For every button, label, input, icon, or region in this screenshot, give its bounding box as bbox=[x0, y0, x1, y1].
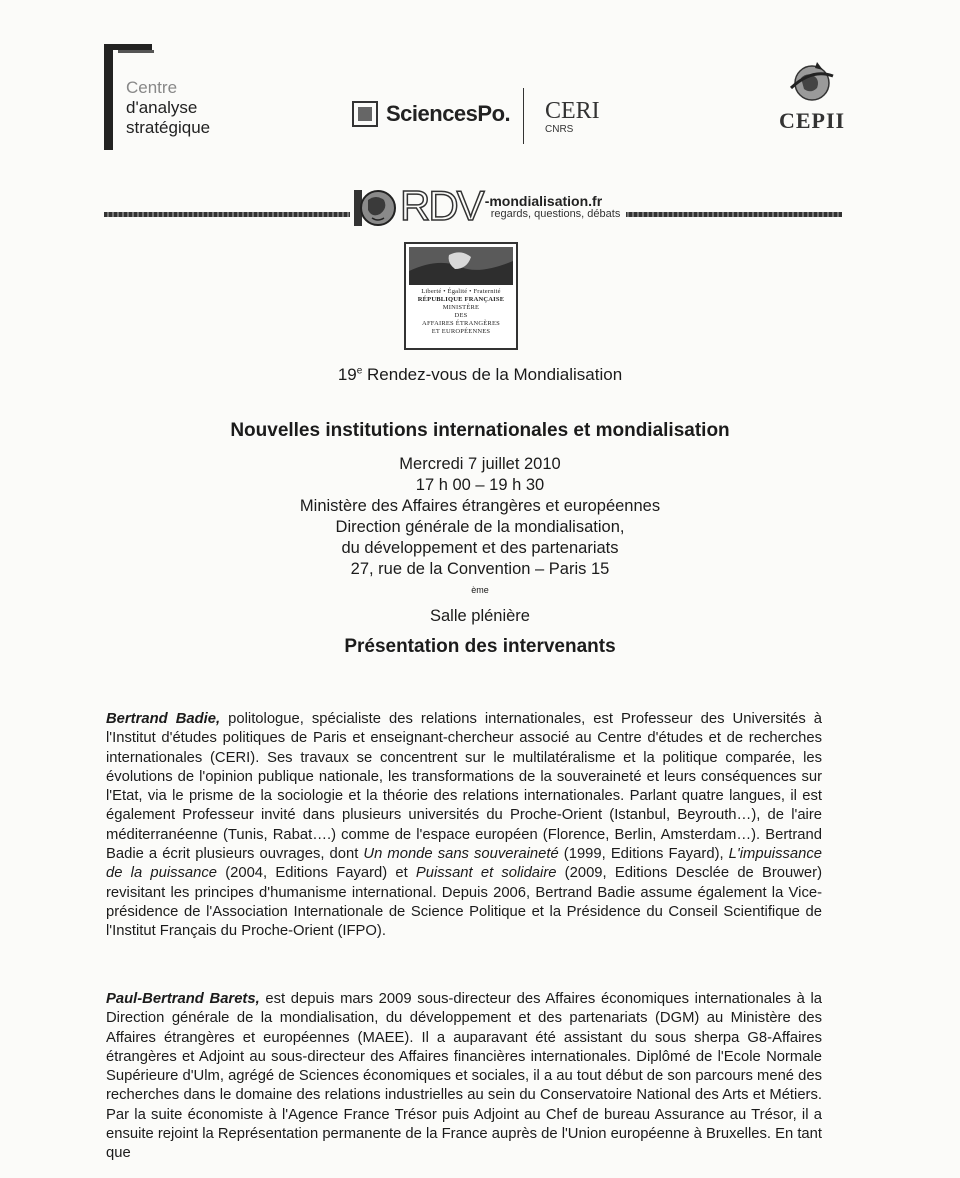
ministere-line-3: AFFAIRES ÉTRANGÈRES bbox=[422, 320, 500, 327]
speaker-name: Bertrand Badie, bbox=[106, 711, 221, 727]
book-title: Puissant et solidaire bbox=[415, 865, 557, 882]
rdv-tagline: regards, questions, débats bbox=[490, 208, 621, 220]
ministere-emblem-text bbox=[409, 288, 513, 336]
event-info bbox=[0, 454, 960, 627]
edition-text: Rendez-vous de la Mondialisation bbox=[362, 365, 623, 384]
marianne-icon bbox=[409, 247, 513, 285]
event-address-text: 27, rue de la Convention – Paris 15 bbox=[350, 560, 610, 578]
speaker-name: Paul-Bertrand Barets, bbox=[106, 991, 260, 1007]
speaker-text: (2009, Editions Desclée de Brouwer) revisitant les principes d'humanisme international. Depuis 2006, Bertrand Badie assume également la Vice-présidence de l'Association Internationale de Science Politique et la Présidence du Conseil Scientifique de l'Institut Français du Proche-Orient (IFPO). bbox=[106, 865, 822, 940]
ministere-line-4: ET EUROPÉENNES bbox=[431, 328, 491, 335]
ceri-subtitle: CNRS bbox=[545, 124, 574, 135]
speaker-text: politologue, spécialiste des relations internationales, est Professeur des Universités à l'Institut d'études politiques de Paris et enseignant-chercheur associé au Centre d'études et de recherches internationales (CERI). Ses travaux se concentrent sur le multilatéralisme et la politique comparée, les évolutions de l'opinion publique nationale, les transformations de la souveraineté et leurs conséquences sur l'Etat, via le prisme de la sociologie et la théorie des relations internationales. Parlant quatre langues, il est également Professeur invité dans plusieurs universités du Proche-Orient (Istanbul, Beyrouth…), de l'aire méditerranéenne (Tunis, Rabat….) comme de l'espace européen (Florence, Berlin, Amsterdam…). Bertrand Badie a écrit plusieurs ouvrages, dont bbox=[106, 711, 822, 863]
ceri-logo bbox=[545, 100, 600, 135]
sciencespo-logo bbox=[352, 98, 510, 130]
speaker-text: (1999, Editions Fayard), bbox=[558, 846, 729, 863]
ministere-line-1: MINISTÈRE bbox=[442, 304, 480, 311]
event-venue-1: Ministère des Affaires étrangères et européennes bbox=[299, 497, 661, 515]
cepii-wordmark: CEPII bbox=[778, 108, 846, 133]
speaker-bio-barets bbox=[106, 990, 822, 1164]
speaker-text: est depuis mars 2009 sous-directeur des Affaires économiques internationales à la Direction générale de la mondialisation, du développement et des partenariats (DGM) au Ministère des Affaires étrangères et européennes (MAEE). Il a auparavant été assistant du sous sherpa G8-Affaires étrangères et Adjoint au sous-directeur des Affaires financières internationales. Diplômé de l'Ecole Normale Supérieure d'Ulm, agrégé de Sciences économiques et sociales, il a au tout début de son parcours mené des recherches dans le domaine des relations industrielles au sein du Conservatoire National des Arts et Métiers. Par la suite économiste à l'Agence France Trésor puis Adjoint au Chef de bureau Assurance au Trésor, il a ensuite rejoint la Représentation permanente de la France auprès de l'Union européenne à Bruxelles. En tant que bbox=[106, 991, 823, 1162]
cas-logo-text bbox=[126, 78, 210, 138]
cas-line-1: Centre bbox=[126, 78, 178, 97]
edition-sup: e bbox=[356, 365, 363, 377]
rdv-globe-icon bbox=[352, 184, 398, 230]
book-title: L'impuissance de la puissance bbox=[106, 846, 822, 882]
speaker-text: (2004, Editions Fayard) et bbox=[217, 865, 416, 882]
cas-bar-mark bbox=[104, 50, 113, 150]
book-title: Un monde sans souveraineté bbox=[363, 846, 559, 863]
event-venue-2: Direction générale de la mondialisation, bbox=[335, 518, 625, 536]
ministere-motto: Liberté • Égalité • Fraternité bbox=[421, 288, 501, 295]
event-title: Nouvelles institutions internationales et mondialisation bbox=[230, 420, 730, 441]
event-venue-3: du développement et des partenariats bbox=[341, 539, 619, 557]
cas-flag-stripe bbox=[118, 50, 154, 53]
rdv-mondialisation-logo bbox=[350, 184, 626, 234]
cas-logo bbox=[104, 40, 244, 152]
ceri-wordmark: CERI bbox=[545, 98, 600, 124]
ministere-line-2: DES bbox=[454, 312, 468, 319]
speaker-bio-badie bbox=[106, 710, 822, 942]
section-title: Présentation des intervenants bbox=[344, 636, 616, 657]
logo-divider bbox=[523, 88, 524, 144]
rdv-letters: RDV bbox=[400, 182, 483, 229]
cepii-logo bbox=[770, 58, 854, 134]
event-address bbox=[0, 559, 960, 606]
sciencespo-wordmark: SciencesPo. bbox=[386, 101, 511, 126]
rdv-domain: -mondialisation.fr bbox=[484, 193, 603, 209]
event-edition bbox=[0, 365, 960, 385]
ministere-emblem bbox=[404, 242, 518, 350]
event-address-sup: ème bbox=[471, 585, 489, 595]
cepii-globe-icon bbox=[787, 58, 837, 108]
event-date: Mercredi 7 juillet 2010 bbox=[399, 455, 561, 473]
event-time: 17 h 00 – 19 h 30 bbox=[415, 476, 545, 494]
event-room: Salle plénière bbox=[430, 606, 530, 625]
edition-number: 19 bbox=[337, 365, 357, 384]
cas-line-2: d'analyse bbox=[126, 98, 198, 117]
cas-line-3: stratégique bbox=[126, 118, 211, 137]
sciencespo-emblem-icon bbox=[352, 101, 378, 127]
ministere-republic: RÉPUBLIQUE FRANÇAISE bbox=[417, 296, 505, 303]
